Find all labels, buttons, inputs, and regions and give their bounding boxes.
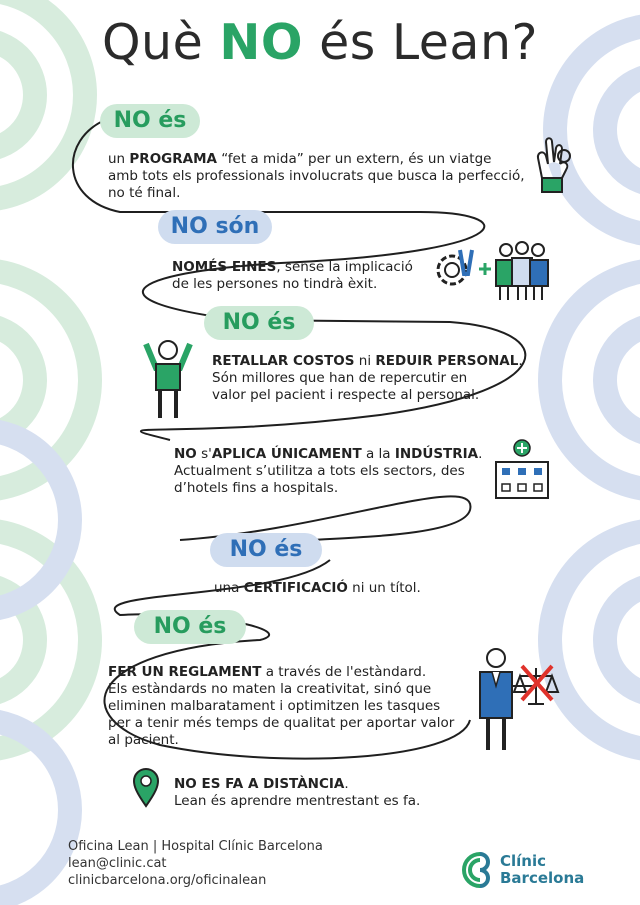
footer-website[interactable]: clinicbarcelona.org/oficinalean: [68, 873, 267, 888]
text-run: Actualment s’utilitza a tots els sectors, des: [174, 463, 465, 479]
text-run: Lean és aprendre mentrestant es fa.: [174, 793, 421, 809]
title-prefix: Què: [101, 14, 204, 71]
pill-no-es-3: NO és: [210, 533, 322, 567]
text-run: amb tots els professionals involucrats que busca la perfecció,: [108, 168, 525, 184]
logo-line1: Clínic: [500, 852, 547, 870]
text-run: a través de l'estàndard.: [261, 664, 427, 680]
title-suffix: és Lean?: [319, 14, 539, 71]
text-run: no té final.: [108, 185, 181, 201]
pill-no-es-4: NO és: [134, 610, 246, 644]
plus-icon: [478, 262, 492, 276]
section-programa: [108, 151, 538, 202]
team-icon: [492, 240, 552, 302]
ok-hand-icon: [532, 134, 576, 196]
text-run: , sense la implicació: [276, 259, 413, 275]
text-run: un: [108, 151, 130, 167]
text-run: una: [214, 580, 244, 596]
text-run: APLICA ÚNICAMENT: [211, 446, 362, 462]
footer-office: Oficina Lean | Hospital Clínic Barcelona: [68, 839, 323, 854]
location-pin-icon: [132, 768, 160, 808]
section-certificacio: [214, 580, 474, 597]
text-run: .: [344, 776, 349, 792]
text-run: NO ES FA A DISTÀNCIA: [174, 776, 345, 792]
text-run: RETALLAR COSTOS: [212, 353, 355, 369]
pill-no-es-2: NO és: [204, 306, 314, 340]
section-industria: [174, 446, 504, 497]
text-run: “fet a mida” per un extern, és un viatge: [216, 151, 492, 167]
text-run: eliminen malbaratament i optimitzen les tasques: [108, 698, 441, 714]
footer-contact: [68, 838, 323, 889]
text-run: INDÚSTRIA: [394, 446, 479, 462]
doctor-scale-icon: [474, 646, 560, 752]
text-run: FER UN REGLAMENT: [108, 664, 262, 680]
text-run: s': [196, 446, 212, 462]
text-run: NOMÉS EINES: [172, 259, 277, 275]
pill-no-es-1: NO és: [100, 104, 200, 138]
text-run: .: [518, 353, 523, 369]
logo-line2: Barcelona: [500, 869, 585, 887]
clinic-logo-icon: [458, 848, 498, 892]
text-run: .: [478, 446, 483, 462]
text-run: per a tenir més temps de qualitat per aportar valor: [108, 715, 455, 731]
text-run: Els estàndards no maten la creativitat, sinó que: [108, 681, 432, 697]
text-run: d’hotels fins a hospitals.: [174, 480, 339, 496]
pill-no-son: NO són: [158, 210, 272, 244]
text-run: de les persones no tindrà èxit.: [172, 276, 378, 292]
text-run: ni: [354, 353, 376, 369]
page-title: [0, 14, 640, 71]
title-highlight: NO: [219, 14, 303, 71]
text-run: PROGRAMA: [129, 151, 217, 167]
text-run: al pacient.: [108, 732, 179, 748]
section-reglament: [108, 664, 488, 749]
gear-wrench-icon: [426, 244, 482, 296]
text-run: CERTIFICACIÓ: [243, 580, 348, 596]
text-run: ni un títol.: [347, 580, 421, 596]
cheering-person-icon: [142, 338, 194, 422]
text-run: Són millores que han de repercutir en: [212, 370, 468, 386]
text-run: a la: [361, 446, 395, 462]
section-costos: [212, 353, 532, 404]
text-run: NO: [174, 446, 197, 462]
text-run: valor pel pacient i respecte al personal.: [212, 387, 480, 403]
hospital-icon: [492, 438, 552, 500]
text-run: REDUIR PERSONAL: [375, 353, 519, 369]
footer-email[interactable]: lean@clinic.cat: [68, 856, 167, 871]
section-distancia: [174, 776, 494, 810]
clinic-logo-text: [500, 853, 584, 887]
